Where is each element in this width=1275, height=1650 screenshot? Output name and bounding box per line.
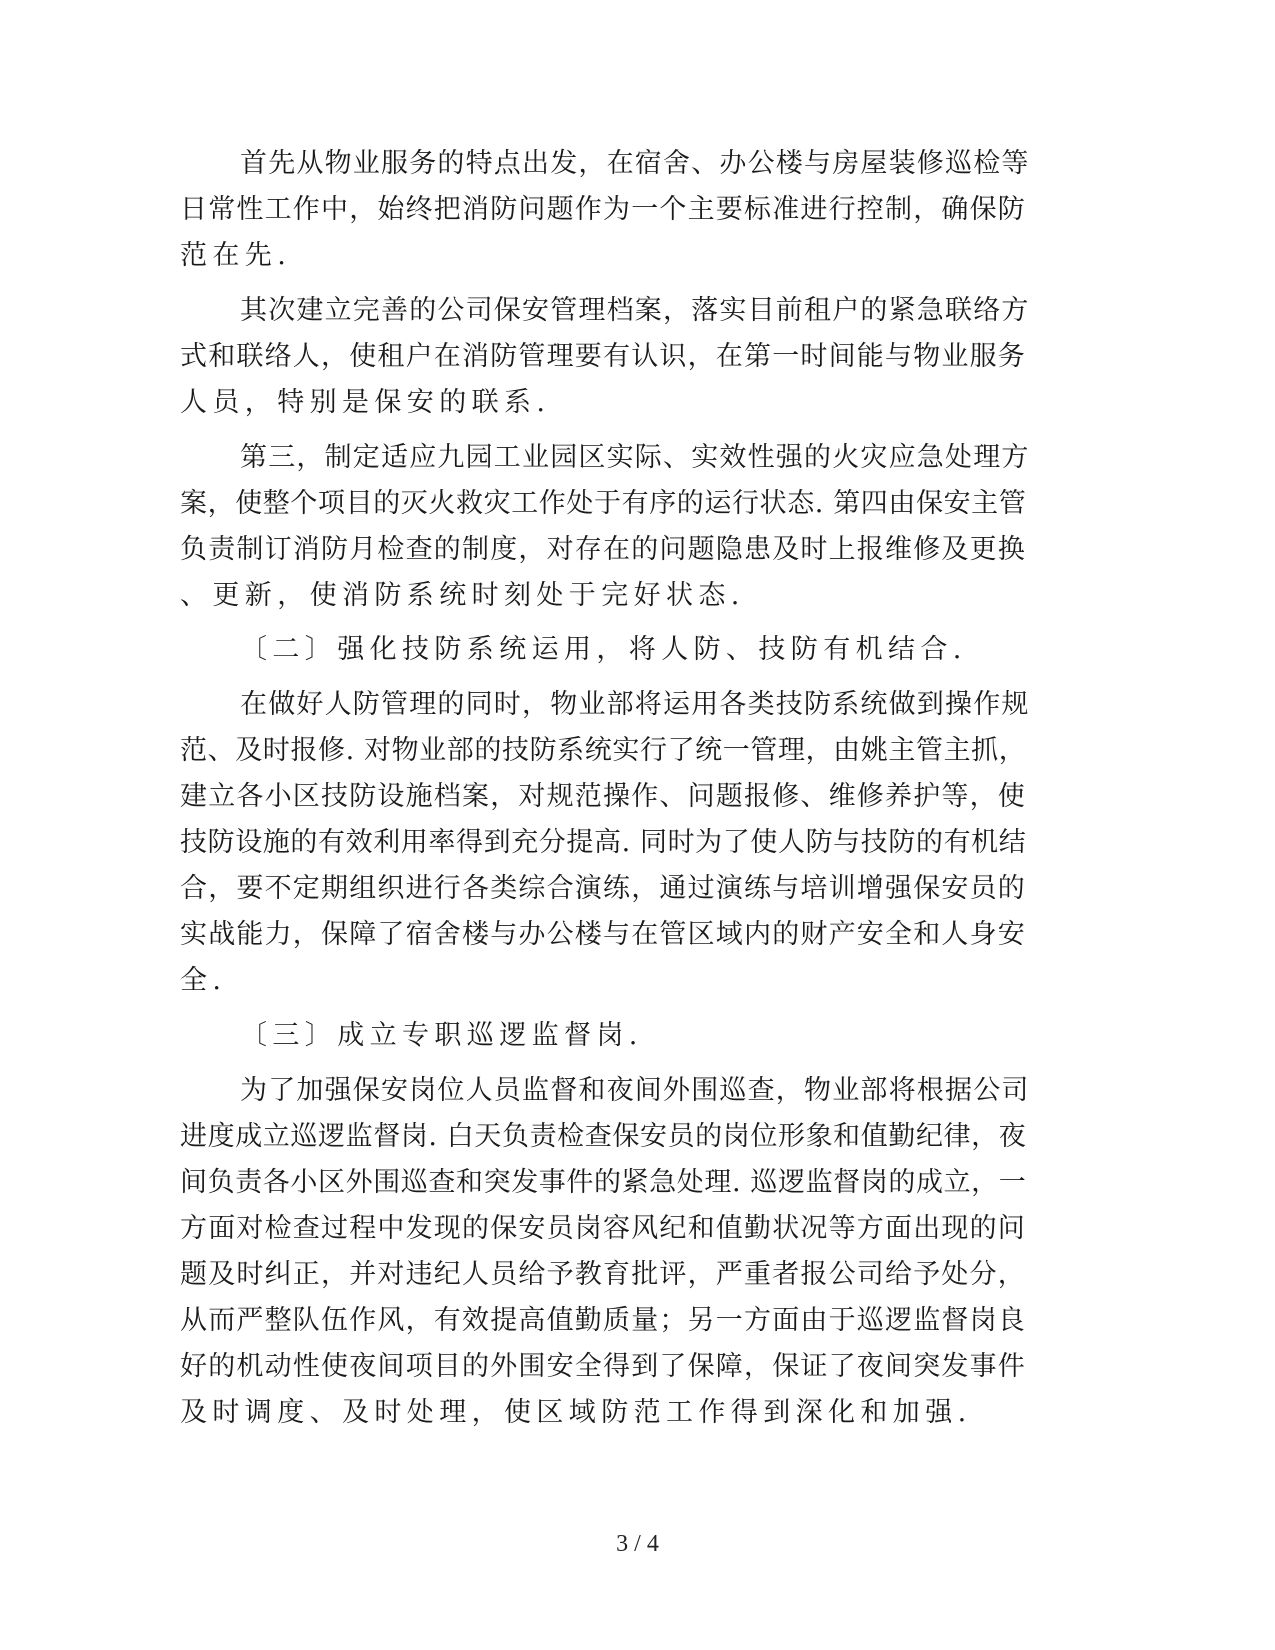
text-line: 及时调度、及时处理，使区域防范工作得到深化和加强. (180, 1397, 972, 1428)
text-line: 实战能力，保障了宿舍楼与办公楼与在管区域内的财产安全和人身安 (180, 919, 1026, 950)
text-line: 第三，制定适应九园工业园区实际、实效性强的火灾应急处理方 (240, 442, 1030, 473)
text-line: 合，要不定期组织进行各类综合演练，通过演练与培训增强保安员的 (180, 873, 1026, 904)
text-line: 日常性工作中，始终把消防问题作为一个主要标准进行控制，确保防 (180, 194, 1026, 225)
text-line: 〔三〕成立专职巡逻监督岗. (240, 1020, 643, 1051)
text-line: 范在先. (180, 240, 292, 271)
text-line: 全. (180, 965, 227, 996)
text-line: 技防设施的有效利用率得到充分提高. 同时为了使人防与技防的有机结 (180, 827, 1027, 858)
text-line: 〔二〕强化技防系统运用，将人防、技防有机结合. (240, 634, 967, 665)
text-line: 方面对检查过程中发现的保安员岗容风纪和值勤状况等方面出现的问 (180, 1213, 1026, 1244)
text-line: 建立各小区技防设施档案，对规范操作、问题报修、维修养护等，使 (180, 781, 1026, 812)
text-line: 进度成立巡逻监督岗. 白天负责检查保安员的岗位形象和值勤纪律，夜 (180, 1121, 1027, 1152)
text-line: 首先从物业服务的特点出发，在宿舍、办公楼与房屋装修巡检等 (240, 148, 1030, 179)
text-line: 式和联络人，使租户在消防管理要有认识，在第一时间能与物业服务 (180, 341, 1026, 372)
text-line: 好的机动性使夜间项目的外围安全得到了保障，保证了夜间突发事件 (180, 1351, 1026, 1382)
text-line: 其次建立完善的公司保安管理档案，落实目前租户的紧急联络方 (240, 295, 1030, 326)
text-line: 间负责各小区外围巡查和突发事件的紧急处理. 巡逻监督岗的成立，一 (180, 1167, 1027, 1198)
text-line: 为了加强保安岗位人员监督和夜间外围巡查，物业部将根据公司 (240, 1075, 1030, 1106)
text-line: 题及时纠正，并对违纪人员给予教育批评，严重者报公司给予处分， (180, 1259, 1026, 1290)
text-line: 负责制订消防月检查的制度，对存在的问题隐患及时上报维修及更换 (180, 534, 1026, 565)
text-line: 在做好人防管理的同时，物业部将运用各类技防系统做到操作规 (240, 689, 1030, 720)
page-number: 3 / 4 (616, 1531, 659, 1557)
text-line: 案，使整个项目的灭火救灾工作处于有序的运行状态. 第四由保安主管 (180, 488, 1027, 519)
text-line: 范、及时报修. 对物业部的技防系统实行了统一管理，由姚主管主抓， (180, 735, 1027, 766)
text-line: 人员，特别是保安的联系. (180, 387, 551, 418)
text-line: 从而严整队伍作风，有效提高值勤质量；另一方面由于巡逻监督岗良 (180, 1305, 1026, 1336)
text-line: 、更新，使消防系统时刻处于完好状态. (180, 580, 745, 611)
